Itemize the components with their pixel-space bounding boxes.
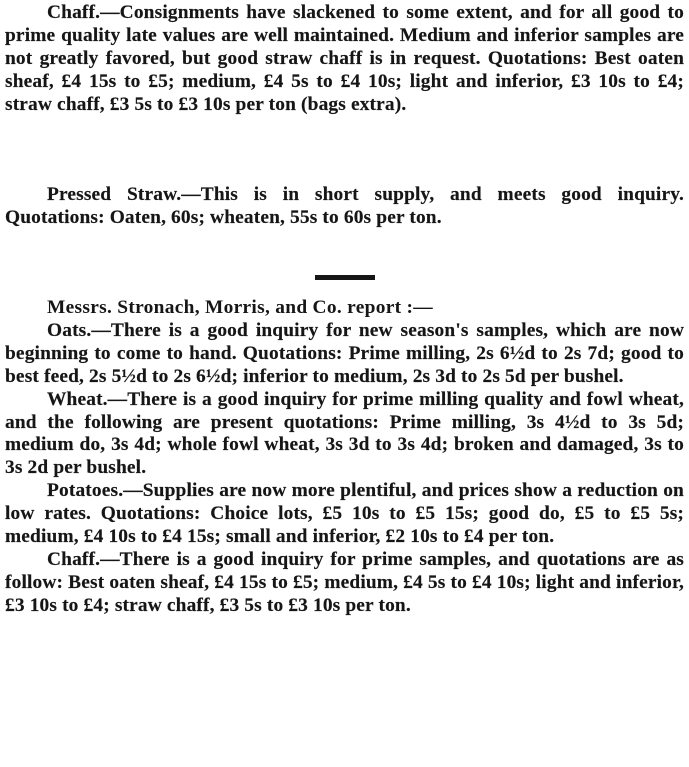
newspaper-column [5,2,684,618]
oats-paragraph: Oats.—There is a good inquiry for new season's samples, which are now beginning to come to hand. Quotations: Prime milling, 2s 6½d to 2s 7d; good to best feed, 2s 5½d to 2s 6½d; inferior to medium, 2s 3d to 2s 5d per bushel. [5,319,684,387]
chaff-paragraph: Chaff.—Consignments have slackened to some extent, and for all good to prime quality late values are well maintained. Medium and inferior samples are not greatly favored, but good straw chaff is in request. Quotations: Best oaten sheaf, £4 15s to £5; medium, £4 5s to £4 10s; light and inferior, £3 10s to £4; straw chaff, £3 5s to £3 10s per ton (bags extra). [5,2,684,115]
section-divider [5,253,684,297]
divider-rule [315,275,375,280]
potatoes-paragraph: Potatoes.—Supplies are now more plentiful, and prices show a reduction on low rates. Quotations: Choice lots, £5 10s to £5 15s; good do, £5 to £5 5s; medium, £4 10s to £4 15s; small and inferior, £2 10s to £4 per ton. [5,480,684,548]
chaff-report-paragraph: Chaff.—There is a good inquiry for prime samples, and quotations are as follow: Best oaten sheaf, £4 15s to £5; medium, £4 5s to £4 10s; light and inferior, £3 10s to £4; straw chaff, £3 5s to £3 10s per ton. [5,548,684,616]
pressed-straw-paragraph: Pressed Straw.—This is in short supply, and meets good inquiry. Quotations: Oaten, 60s; wheaten, 55s to 60s per ton. [5,184,684,228]
wheat-paragraph: Wheat.—There is a good inquiry for prime milling quality and fowl wheat, and the following are present quotations: Prime milling, 3s 4½d to 3s 5d; medium do, 3s 4d; whole fowl wheat, 3s 3d to 3s 4d; broken and damaged, 3s to 3s 2d per bushel. [5,388,684,479]
report-heading: Messrs. Stronach, Morris, and Co. report :— [47,297,433,318]
